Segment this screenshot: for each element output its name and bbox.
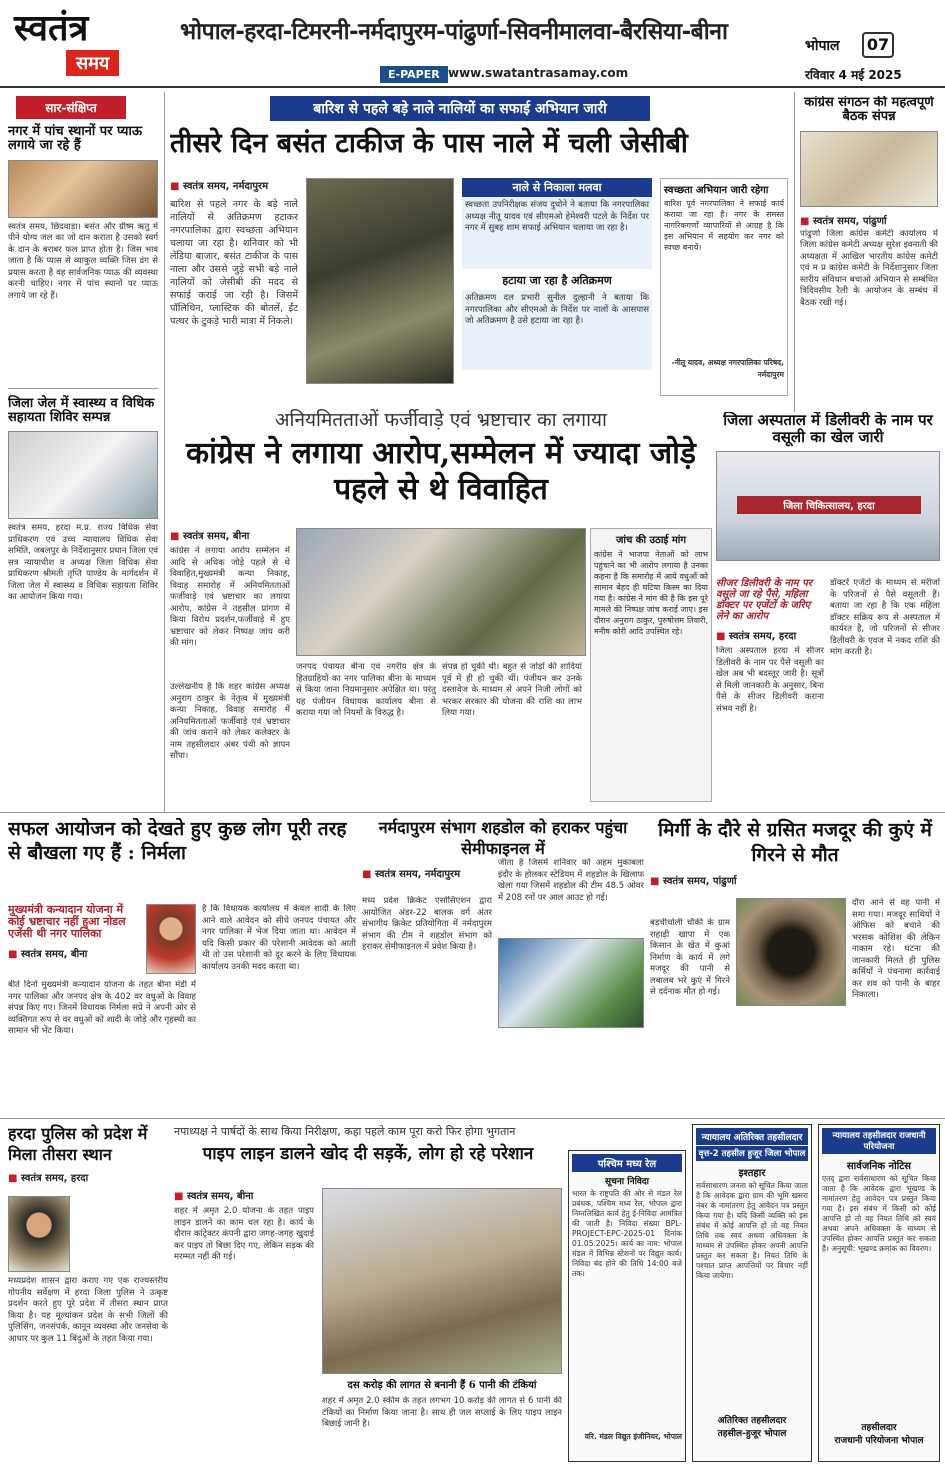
brief-story-title[interactable]: नगर में पांच स्थानों पर प्याऊ लगाये जा रहे हैं [8,124,143,154]
page-number: 07 [862,32,894,58]
main-story-body: संपन्न हो चुकी थी। बहुत से जोड़ों की शादियां पूर्व में ही हो चुकी थीं। पंजीयन कर उनके दस्तावेज के माध्यम से अपने निजी लोगों को भरकर सरकार की योजना की राशि का लाभ लिया गया। [442,662,582,718]
nirmala-story-title[interactable]: सफल आयोजन को देखते हुए कुछ लोग पूरी तरह से बौखला गए हैं : निर्मला [8,818,347,864]
top-story [170,96,788,402]
well-accident-title[interactable]: मिर्गी के दौरे से ग्रसित मजदूर की कुएं में गिरने से मौत [658,819,932,866]
top-story-title[interactable]: तीसरे दिन बसंत टाकीज के पास नाले में चली जेसीबी [170,128,688,159]
tehsil-ad-signature: अतिरिक्त तहसीलदार [717,1416,787,1426]
main-story-body: जनपद पंचायत बीना एवं नगरीय क्षेत्र के हितग्राहियों का नगर पालिका बीना के माध्यम से किया जाना नियमानुसार अपेक्षित था। परंतु यह पंजीयन विधायक कार्यालय बीना से कराया गया जो नियमों के विरुद्ध है। [296,662,436,718]
pipeline-story-body: शहर में अमृत 2.0 स्कीम के तहत लगभग 10 करोड़ की लागत से 6 पानी की टंकियों का निर्माण किया जाना है। साथ ही जल सप्लाई के लिए पाइप लाइन बिछाई जानी है। [322,1396,562,1429]
pipeline-story-byline: ■ स्वतंत्र समय, बीना [174,1188,314,1202]
notice-ad-signature: राजधानी परियोजना भोपाल [834,1436,924,1446]
meeting-photo [800,131,938,207]
police-rank-byline: ■ स्वतंत्र समय, हरदा [8,1170,168,1184]
main-story-body: उल्लेखनीय है कि शहर कांग्रेस अध्यक्ष अनुराग ठाकुर के नेतृत्व में मुख्यमंत्री कन्या निकाह, विवाह समारोह में अनियमितताओं फर्जीवाड़े एवं भ्रष्टाचार की जांच कराने को लेकर कलेक्टर के नाम तहसीलदार अंबर पंथी को ज्ञापन सौंपा। [170,682,290,761]
main-story-body: कांग्रेस ने लगाया आरोप सम्मेलन में आदि से अधिक जोड़े पहले से थे विवाहित,मुख्यमंत्री कन्या निकाह, विवाह समारोह में अनियमितताओं फर्जीवाड़े एवं भ्रष्टाचार का लगाया आरोप, कांग्रेस ने तहसील प्रांगण में किया विरोध प्रदर्शन,फर्जीवाड़े में हुए भ्रष्टाचार को लेकर निष्पक्ष जांच करी की मांग। [170,546,290,648]
nirmala-story-body: बीते दिनों मुख्यमंत्री कन्यादान योजना के तहत बीना मंडी में नगर पालिका और जनपद क्षेत्र के 402 वर वधुओं के विवाह संपन्न किए गए। जिनमें विधायक निर्मला सप्रे ने अपनी ओर से व्यक्तिगत रूप से वर वधुओं को शादी के जोड़े और गृहस्थी का सामान भी भेंट किया। [8,980,196,1036]
row-divider [0,812,945,813]
nirmala-story [8,818,356,1114]
sub-body: स्वच्छता उपनिरीक्षक संजय दुधोने ने बताया कि नगरपालिका अध्यक्ष नीतू यादव एवं सीएमओ हेमेश्वरी पटले के निर्देश पर नगर में सुबह शाम सफाई अभियान चलाया जा रहा है। [462,197,652,269]
notice-ad-title: सार्वजनिक नोटिस [846,1161,912,1172]
masthead [0,0,945,88]
cricket-story-body: मध्य प्रदेश क्रिकेट एसोसिएशन द्वारा आयोजित अंडर-22 बालक वर्ग अंतर संभागीय क्रिकेट प्रतियोगिता में नर्मदापुरम संभाग की टीम ने शहडोल संभाग को हराकर सेमीफाइनल में प्रवेश किया है। [362,896,492,952]
sub-heading: नाले से निकाला मलवा [462,178,652,197]
hospital-story-body: डॉक्टरें एजेंटों के माध्यम से मरीजों के परिजनों से पैसे वसूलती हैं। बताया जा रहा है कि एक महिला डॉक्टर सक्रिय रूप से अस्पताल में कार्यरत है, जो परिजनों से सीजर डिलीवरी के एवज में नकद राशि की मांग करती है। [830,578,940,657]
cricket-story-byline: ■ स्वतंत्र समय, नर्मदापुरम [362,866,644,880]
demand-box-title: जांच की उठाई मांग [615,535,687,546]
pipeline-story [174,1124,562,1464]
congress-meeting-story [800,96,938,402]
tehsil-notice-ad[interactable] [692,1124,812,1462]
quote-signature: -नीतू यादव, अध्यक्ष नगरपालिका परिषद, नर्मदापुरम [671,358,784,379]
main-story-title[interactable]: कांग्रेस ने लगाया आरोप,सम्मेलन में ज्यादा जोड़े पहले से थे विवाहित [186,436,696,507]
police-rank-title[interactable]: हरदा पुलिस को प्रदेश में मिला तीसरा स्थान [8,1124,148,1164]
brief-story-photo [8,160,158,218]
edition-cities: भोपाल-हरदा-टिमरनी-नर्मदापुरम-पांढुर्णा-सिवनीमालवा-बैरसिया-बीना [180,19,728,45]
health-camp-body: स्वतंत्र समय, हरदा म.प्र. राज्य विधिक सेवा प्राधिकरण एवं उच्च न्यायालय विधिक सेवा समिति, जबलपुर के निर्देशानुसार प्रधान जिला एवं सत्र न्यायाधीश व अध्यक्ष जिला विधिक सेवा प्राधिकरण श्रीमती तृप्ति पाण्डेय के मार्गदर्शन में जिला जेल में स्वास्थ्य व विधिक सहायता शिविर का आयोजन किया गया। [8,523,158,603]
nirmala-story-body: है कि विधायक कार्यालय में केवल शादी के लिए आने वाले आवेदन को सीधे जनपद पंचायत और नगर पालिका में भेज दिया जाता था। आवेदन में यदि किसी प्रकार की परेशानी आवेदक को आती थी तो उस परेशानी को दूर करने के लिए विधायक कार्यालय उनकी मदद करता था। [202,904,356,972]
row-divider [0,1118,945,1119]
column-divider [794,92,795,412]
section-tag: सार-संक्षिप्त [16,96,126,119]
tehsil-ad-body: सर्वसाधारण जनता को सूचित किया जाता है कि आवेदक द्वारा ग्राम की भूमि खसरा नंबर के नामांतरण हेतु आवेदन पत्र प्रस्तुत किया गया है। यदि किसी व्यक्ति को इस संबंध में कोई आपत्ति हो तो वह नियत तिथि तक स्वयं अथवा अधिवक्ता के माध्यम से उपस्थित होकर अपनी आपत्ति प्रस्तुत कर सकता है। नियत तिथि के पश्चात प्राप्त आपत्तियों पर विचार नहीं किया जायेगा। [696,1181,808,1280]
main-story-byline: ■ स्वतंत्र समय, बीना [170,528,290,542]
hospital-photo [716,451,940,561]
top-story-byline: ■ स्वतंत्र समय, नर्मदापुरम [170,178,298,192]
logo-top-text: स्वतंत्र [14,7,89,49]
police-rank-body: मध्यप्रदेश शासन द्वारा कराए गए एक राज्यस्तरीय गोपनीय सर्वेक्षण में हरदा जिला पुलिस ने उत्कृष्ट प्रदर्शन करते हुए पूरे प्रदेश में तीसरा स्थान प्राप्त किया है। यह मूल्यांकन प्रदेश के सभी जिलों की पुलिसिंग, जनसंपर्क, कानून व्यवस्था और जनसेवा के आधार पर कुल 11 बिंदुओं के तहत किया गया। [8,1276,168,1344]
railway-ad-signature: वरि. मंडल विद्युत इंजीनियर, भोपाल [584,1432,682,1441]
hospital-story-title[interactable]: जिला अस्पताल में डिलीवरी के नाम पर वसूली का खेल जारी [723,412,933,446]
jcb-drain-photo [306,178,454,384]
notice-ad-body: एतद् द्वारा सर्वसाधारण को सूचित किया जाता है कि आवेदक द्वारा भूखण्ड के नामांतरण हेतु आवेदन पत्र प्रस्तुत किया गया है। इस संबंध में किसी को कोई आपत्ति हो तो वह नियत तिथि को स्वयं अथवा अपने अधिवक्ता के माध्यम से उपस्थित होकर आपत्ति प्रस्तुत कर सकता है। अनुसूची: भूखण्ड क्रमांक का विवरण। [822,1174,936,1253]
railway-ad-title: पश्चिम मध्य रेल [572,1154,682,1172]
logo-bottom-text: समय [66,50,119,76]
health-camp-photo [8,431,158,519]
hospital-story-byline: ■ स्वतंत्र समय, हरदा [716,628,824,642]
police-officer-portrait [8,1196,70,1272]
railway-ad-body: भारत के राष्ट्रपति की ओर से मंडल रेल प्रबंधक, पश्चिम मध्य रेल, भोपाल द्वारा निम्नलिखित कार्य हेतु ई-निविदा आमंत्रित की जाती है। निविदा संख्या BPL-PROJECT-EPC-2025-01 दिनांक 01.05.2025। कार्य का नाम: भोपाल मंडल में विभिन्न स्टेशनों पर विद्युत कार्य। निविदा बंद होने की तिथि 14:00 बजे तक। [572,1189,682,1278]
cricket-story-body: जीता है जिसमें शनिवार को अहम मुकाबला इंदौर के होलकर स्टेडियम में शहडोल के खिलाफ खेला गया जिसमें शहडोल की टीम 48.5 ओवर में 208 रनों पर आल आउट हो गई। [498,858,644,903]
tehsil-ad-subtitle: वृत्त-2 तहसील हुजूर जिला भोपाल [696,1146,808,1161]
congress-meeting-body: पांढुर्णा जिला कांग्रेस कमेटी कार्यालय में जिला कांग्रेस कमेटी अध्यक्ष सुरेश इवनाती की अध्यक्षता में आखिल भारतीय कांग्रेस कमेटी एवं म प्र कांग्रेस कमेटी के निर्देशानुसार जिला स्तरीय संविधान बचाओ अभियान से सम्बंधित त्रिदिवसीय रैली के आयोजन के सम्बंध में बैठक रखी गई। [800,228,938,308]
congress-meeting-title[interactable]: कांग्रेस संगठन की महत्वपूर्ण बैठक संपन्न [804,96,934,125]
issue-date: रविवार 4 मई 2025 [805,68,902,82]
police-rank-story [8,1124,168,1464]
health-camp-title[interactable]: जिला जेल में स्वास्थ्य व विधिक सहायता शिविर सम्पन्न [8,395,155,425]
tehsil-ad-title: न्यायालय अतिरिक्त तहसीलदार [696,1128,808,1145]
well-accident-byline: ■ स्वतंत्र समय, पांढुर्णा [650,873,940,887]
notice-ad-subtitle: न्यायालय तहसीलदार राजधानी परियोजना [822,1128,936,1154]
railway-tender-ad[interactable] [568,1150,686,1462]
railway-ad-subtitle: सूचना निविदा [604,1177,650,1187]
tehsil-ad-notice: इश्तहार [738,1168,766,1179]
notice-ad-signature: तहसीलदार [861,1423,897,1433]
top-story-body: बारिश से पहले नगर के बड़े नाले नालियों से अतिक्रमण हटाकर नगरपालिका द्वारा स्वच्छता अभियान चलाया जा रहा है। शनिवार को भी लेंडिया बाजार, बसंत टाकीज के पास नाला और उससे जुड़े सभी बड़े नाले नालियों को जेसीबी की मदद से सफाई कराई जा रही है। जिसमें पॉलिथिन, प्लास्टिक की बोतलें, ईंट पत्थर के टुकड़े भारी मात्रा में निकले। [170,199,298,327]
well-photo [736,898,846,1006]
newspaper-logo[interactable] [14,6,174,84]
well-accident-body: दौरा आने से वह पानी में समा गया। मजदूर साथियों ने ऑफिस को बचाने की भरसक कोशिश की लेकिन नाकाम रहे। घटना की जानकारी मिलते ही पुलिस कर्मियों ने पंचनामा कार्रवाई कर शव को पानी के बाहर निकाला। [852,898,940,1000]
sub-heading: हटाया जा रहा है अतिक्रमण [502,274,612,287]
column-divider [164,92,165,812]
nirmala-story-byline: ■ स्वतंत्र समय, बीना [8,946,138,960]
nirmala-story-kicker: मुख्यमंत्री कन्यादान योजना में कोई भ्रष्टाचार नहीं हुआ नोडल एजेंसी थी नगर पालिका [8,903,126,941]
cricket-story [362,818,644,1114]
website-link[interactable]: www.swatantrasamay.com [448,66,629,80]
congress-meeting-byline: ■ स्वतंत्र समय, पांढुर्णा [800,213,938,227]
mla-portrait [146,904,196,974]
well-accident-story [650,818,940,1114]
divider [8,388,158,389]
well-accident-body: बड़चीचोली चौकी के ग्राम राहाड़ी खापा में एक किसान के खेत में कुआं निर्माण के कार्य में लगे मजदूर की पानी से लबालब भरे कुएं में गिरने से दर्दनाक मौत हो गई। [650,918,730,997]
cricket-story-title[interactable]: नर्मदापुरम संभाग शहडोल को हराकर पहुंचा सेमीफाइनल में [378,818,628,858]
main-story-kicker: अनियमितताओं फर्जीवाड़े एवं भ्रष्टाचार का लगाया [275,409,607,431]
pipeline-caption: दस करोड़ की लागत से बनानी हैं 6 पानी की टंकियां [347,1380,537,1391]
brief-column [8,96,158,812]
capital-project-notice-ad[interactable] [818,1124,940,1462]
brief-story-body: स्वतंत्र समय, छिंदवाड़ा। बसंत और ग्रीष्म ऋतु में पीने योग्य जल का जो दान कराता है उसको स्वर्ग के दान के बराबर फल प्राप्त होता है। जिस भाव जाता है कि प्यास से व्याकुल व्यक्ति जिस ढंग से प्रयास करता है वह सार्वजनिक प्याऊ की व्यवस्था करनी चाहिए। नगर में पांच स्थानों पर प्याऊ लगाये जा रहे हैं। [8,221,158,301]
hospital-sign: जिला चिकित्सालय, हरदा [737,496,921,514]
sub-body: अतिक्रमण दल प्रभारी सुनील दुल्हानी ने बताया कि नगरपालिका और सीएमओ के निर्देश पर नालों के आसपास जो अतिक्रमण है उसे हटाया जा रहा है। [462,290,652,370]
demand-box-body: कांग्रेस ने भाजपा नेताओं को लाभ पहुंचाने का भी आरोप लगाया है उनका कहना है कि समारोह में आये वधुओं को सामान बेहद ही घटिया किस्म का दिया गया है। कांग्रेस ने मांग की है कि इस पूरे मामले की निष्पक्ष जांच कराई जाए। इस दौरान अनुराग ठाकुर, पुरुषोत्तम तिवारी, मनीष कोरी आदि उपस्थित रहे। [594,550,708,636]
sub-body: बारिश पूर्व नगरपालिका ने सफाई कार्य कराया जा रहा है। नगर के समस्त नागरिकगणों व्यापारियों से आग्रह है कि इस अभियान में सहयोग कर नगर को स्वच्छ बनायें। [664,199,784,252]
top-story-kicker: बारिश से पहले बड़े नाले नालियों का सफाई अभियान जारी [270,96,650,121]
sub-heading: स्वच्छता अभियान जारी रहेगा [664,185,769,196]
hospital-story-kicker: सीजर डिलीवरी के नाम पर वसूले जा रहे पैसे, महिला डॉक्टर पर एजेंटों के जरिए लेने का आरोप [716,578,812,622]
protest-photo [296,528,586,656]
main-story [170,406,712,808]
tehsil-ad-signature: तहसील-हुजूर भोपाल [717,1429,787,1439]
road-inspection-photo [322,1188,562,1374]
epaper-badge: E-PAPER [380,66,448,83]
pipeline-story-kicker: नपाध्यक्ष ने पार्षदों के साथ किया निरीक्षण, कहा पहले काम पूरा करो फिर होगा भुगतान [174,1125,516,1138]
pipeline-story-title[interactable]: पाइप लाइन डालने खोद दी सड़कें, लोग हो रहे परेशान [202,1144,534,1164]
cricket-team-photo [498,938,644,1028]
pipeline-story-body: शहर में अमृत 2.0 योजना के तहत पाइप लाइन डालने का काम चल रहा है। कार्य के दौरान कांट्रेक्टर कंपनी द्वारा जगह-जगह खुदाई कर पाइप तो बिछा दिए गए, लेकिन सड़क की मरम्मत नहीं की गई। [174,1206,314,1262]
hospital-story-body: जिला अस्पताल हरदा में सीजर डिलीवरी के नाम पर पैसे वसूली का खेल अब भी बदस्तूर जारी है। सूत्रों से मिली जानकारी के अनुसार, बिना पैसे के सीजर डिलीवरी कराना संभव नहीं है। [716,646,824,714]
hospital-story [716,412,940,808]
edition-name: भोपाल [805,38,840,54]
